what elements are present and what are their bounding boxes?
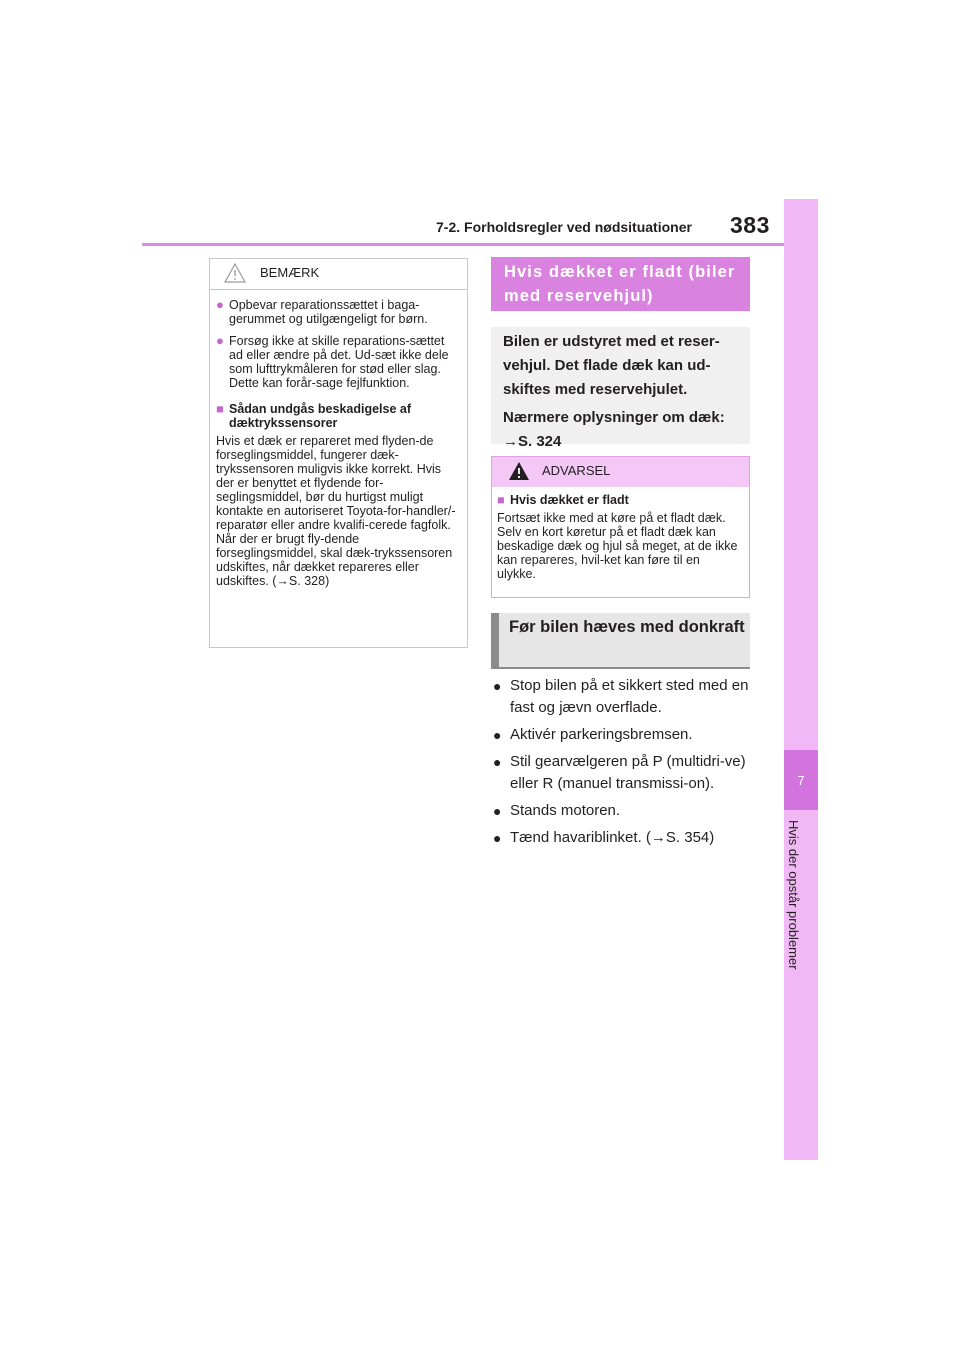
warning-triangle-icon — [507, 460, 531, 482]
notice-box — [209, 258, 468, 648]
flat-tire-info-box — [491, 327, 750, 450]
square-bullet-icon: ■ — [497, 493, 505, 507]
page-reference-link[interactable]: →S. 324 — [503, 433, 562, 450]
chapter-title: Hvis der opstår problemer — [786, 820, 801, 970]
list-item: ● Stil gearvælgeren på P (multidri-ve) eller R (manuel transmissi-on). — [493, 753, 746, 792]
bullet-dot-icon: ● — [493, 830, 502, 846]
flat-tire-heading: Hvis dækket er fladt (biler med reservehjul) — [491, 257, 750, 311]
bullet-dot-icon: ● — [493, 754, 502, 770]
list-item: ● Stop bilen på et sikkert sted med en fast og jævn overflade. — [493, 677, 749, 716]
bullet-dot-icon: ● — [493, 678, 502, 694]
caution-triangle-icon — [223, 262, 247, 284]
warning-text: Fortsæt ikke med at køre på et fladt dæk. Selv en kort køretur på et fladt dæk kan beskadige dæk og hjul så meget, at de ikke kan repareres, hvil-ket kan føre til en ulykke. — [497, 511, 738, 581]
list-item: ● Aktivér parkeringsbremsen. — [491, 724, 750, 746]
jack-section-heading: Før bilen hæves med donkraft — [491, 613, 750, 669]
bullet-dot-icon: ● — [493, 727, 502, 743]
flat-tire-intro: Bilen er udstyret med et reser-vehjul. Det flade dæk kan ud-skiftes med reservehjulet. — [503, 333, 720, 398]
square-bullet-icon: ■ — [216, 402, 224, 416]
notice-header — [210, 259, 467, 290]
more-info-text: Nærmere oplysninger om dæk: — [503, 409, 725, 426]
chapter-number: 7 — [797, 772, 805, 788]
notice-paragraph: Hvis et dæk er repareret med flyden-de forseglingsmiddel, fungerer dæk-trykssensoren muligvis ikke korrekt. Hvis der er benyttet et flydende for-seglingsmiddel, bør du hurtigst muligt kontakte en autoriseret Toyota-for-handler/-reparatør eller andre kvalifi-cerede fagfolk. Når der er brugt fly-dende forseglingsmiddel, skal dæk-trykssensoren udskiftes, når dækket repareres eller udskiftes. (→S. 328) — [216, 434, 456, 588]
notice-bullet: ● Opbevar reparationssættet i baga-gerummet og utilgængeligt for børn. — [216, 297, 428, 326]
chapter-tab[interactable] — [784, 750, 818, 810]
bullet-dot-icon: ● — [216, 297, 224, 312]
bullet-dot-icon: ● — [216, 333, 224, 348]
page-number: 383 — [730, 212, 770, 238]
notice-bullet: ● Forsøg ikke at skille reparations-sættet ad eller ændre på det. Ud-sæt ikke dele som lufttrykmåleren for stød eller slag. Dette kan forår-sage fejlfunktion. — [216, 333, 449, 390]
warning-box — [491, 456, 750, 598]
bullet-dot-icon: ● — [493, 803, 502, 819]
list-item: ● Stands motoren. — [491, 800, 750, 822]
warning-subheading: ■ Hvis dækket er fladt — [497, 493, 629, 507]
side-tab-strip — [784, 199, 818, 1160]
warning-label: ADVARSEL — [542, 463, 611, 478]
chapter-title-tab — [786, 820, 816, 1000]
header-divider — [142, 243, 784, 246]
warning-header — [492, 457, 749, 487]
notice-subheading: ■ Sådan undgås beskadigelse af dæktrykssensorer — [216, 402, 412, 430]
jack-steps-list — [491, 675, 750, 854]
notice-label: BEMÆRK — [260, 265, 320, 280]
list-item: ● Tænd havariblinket. (→S. 354) — [491, 827, 750, 849]
section-title: 7-2. Forholdsregler ved nødsituationer — [436, 219, 692, 235]
